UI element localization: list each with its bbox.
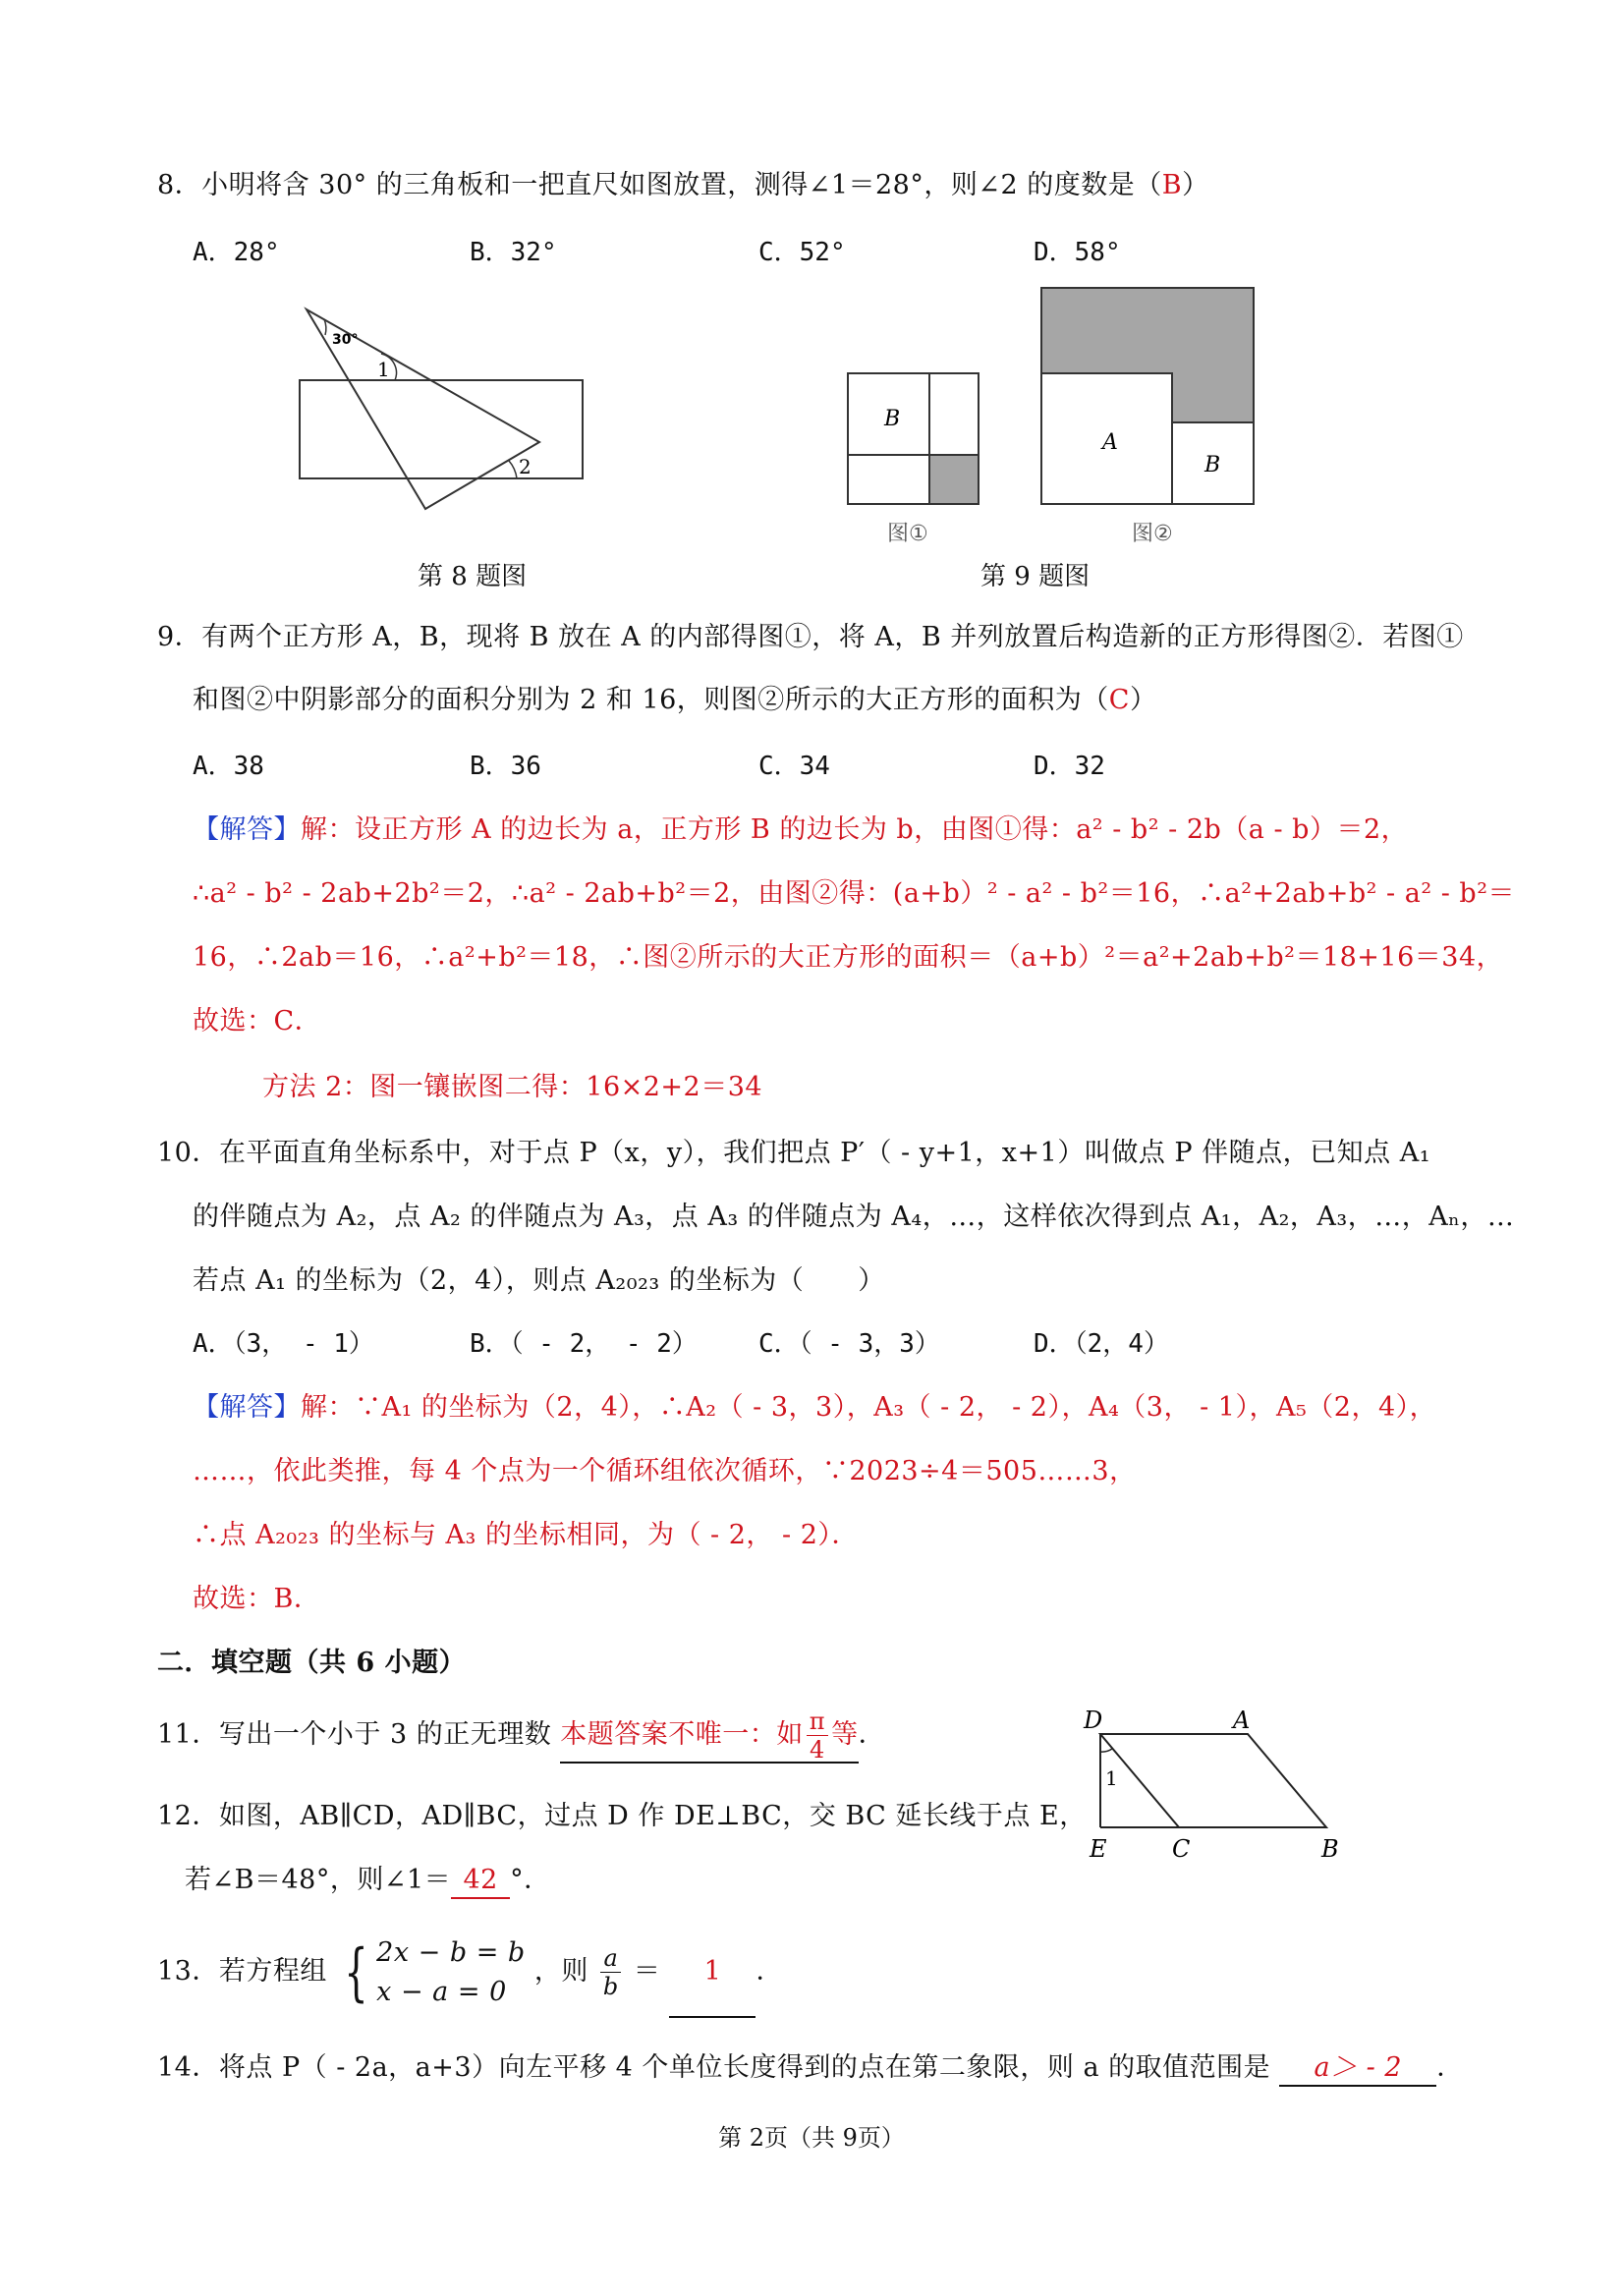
question-13-prefix: 13．若方程组 <box>157 1956 327 1987</box>
q10-solution-line1 <box>193 1391 1436 1425</box>
q9-solution-text1: 解：设正方形 A 的边长为 a，正方形 B 的边长为 b，由图①得：a² - b² - 2b（a - b）＝2， <box>301 814 1409 845</box>
q9-solution-line2: ∴a² - b² - 2ab+2b²＝2，∴a² - 2ab+b²＝2，由图②得：(a+b）² - a² - b²＝16，∴a²+2ab+b² - a² - b²＝ <box>193 878 1516 909</box>
equation-1: 2x − b = b <box>376 1936 526 1968</box>
section-2-title: 二．填空题（共 6 小题） <box>157 1648 467 1678</box>
fig9-2-caption: 图② <box>1132 522 1173 546</box>
question-12-line2-text: 若∠B＝48°，则∠1＝ <box>185 1865 452 1895</box>
question-10-line2: 的伴随点为 A₂，点 A₂ 的伴随点为 A₃，点 A₃ 的伴随点为 A₄，…，这样依次得到点 A₁，A₂，A₃，…，Aₙ，… <box>193 1202 1515 1232</box>
equation-system: { 2x − b = b x − a = 0 <box>336 1933 526 2012</box>
figure-8 <box>295 300 589 521</box>
fig12-label-d: D <box>1084 1707 1103 1734</box>
question-13-mid: ，则 <box>533 1956 588 1987</box>
question-12-end: °． <box>510 1865 551 1895</box>
fig9-1-label-b: B <box>884 407 901 431</box>
angle-1-label: 1 <box>377 358 390 381</box>
q10-option-b: B．（ - 2， - 2） <box>470 1329 698 1359</box>
fig12-label-b: B <box>1321 1835 1339 1863</box>
question-9-line2 <box>193 684 1156 717</box>
q10-solution-line4: 故选：B． <box>193 1584 321 1614</box>
q9-method2: 方法 2：图一镶嵌图二得：16×2+2＝34 <box>262 1072 763 1102</box>
question-14-text: 14．将点 P（ - 2a，a+3）向左平移 4 个单位长度得到的点在第二象限，则 a 的取值范围是 <box>157 2052 1271 2083</box>
q10-option-d: D．（2，4） <box>1034 1329 1169 1359</box>
q8-option-a: A．28° <box>193 238 280 267</box>
q9-option-d: D．32 <box>1034 752 1105 781</box>
q9-option-a: A．38 <box>193 752 264 781</box>
question-8-answer: B <box>1161 170 1183 200</box>
question-13 <box>157 1928 783 2016</box>
question-11-answer-b: 等 <box>831 1719 859 1750</box>
question-13-end: ． <box>756 1956 783 1987</box>
question-12-line1: 12．如图，AB∥CD，AD∥BC，过点 D 作 DE⊥BC，交 BC 延长线于点 E， <box>157 1801 1087 1831</box>
fig12-label-c: C <box>1172 1835 1191 1863</box>
q10-solution-line3: ∴点 A₂₀₂₃ 的坐标与 A₃ 的坐标相同，为（ - 2， - 2）． <box>193 1520 859 1550</box>
q10-option-c: C．（ - 3，3） <box>758 1329 940 1359</box>
question-11-answer-blank <box>560 1709 858 1764</box>
question-12-answer: 42 <box>463 1865 498 1895</box>
equation-2: x − a = 0 <box>376 1976 507 2007</box>
question-14 <box>157 2051 1464 2087</box>
fig9-2-label-a: A <box>1102 430 1118 455</box>
q8-option-b: B．32° <box>470 238 557 267</box>
q11-frac-num: π <box>807 1709 828 1736</box>
q9-solution-line4: 故选：C． <box>193 1006 322 1036</box>
q10-solution-text1: 解：∵A₁ 的坐标为（2，4），∴A₂（ - 3，3），A₃（ - 2， - 2），A₄（3， - 1），A₅（2，4）， <box>301 1392 1437 1423</box>
ruler <box>300 380 583 478</box>
question-9-line1: 9．有两个正方形 A，B，现将 B 放在 A 的内部得图①，将 A，B 并列放置后构造新的正方形得图②．若图① <box>157 622 1464 652</box>
question-12-answer-blank <box>451 1864 510 1899</box>
question-10-line1: 10．在平面直角坐标系中，对于点 P（x，y），我们把点 P′（ - y+1，x+1）叫做点 P 伴随点，已知点 A₁ <box>157 1138 1431 1168</box>
fig9-1-caption: 图① <box>887 522 928 546</box>
q10-solution-line2: ……，依此类推，每 4 个点为一个循环组依次循环，∵2023÷4＝505……3， <box>193 1456 1137 1486</box>
fig12-label-e: E <box>1090 1835 1107 1863</box>
figure-8-caption: 第 8 题图 <box>418 562 528 591</box>
parallelogram-abcd <box>1100 1734 1326 1827</box>
question-8 <box>157 169 1209 202</box>
question-8-text: 8．小明将含 30° 的三角板和一把直尺如图放置，测得∠1＝28°，则∠2 的度数是（ <box>157 170 1162 200</box>
q9-option-b: B．36 <box>470 752 541 781</box>
q9-solution-line1 <box>193 813 1408 847</box>
q13-frac-num: a <box>600 1946 621 1973</box>
angle-2-label: 2 <box>519 455 532 478</box>
question-13-eqsign: ＝ <box>633 1956 661 1987</box>
q13-frac-den: b <box>602 1973 619 2000</box>
q9-option-c: C．34 <box>758 752 830 781</box>
figure-12 <box>1076 1705 1351 1872</box>
q11-frac-den: 4 <box>810 1736 825 1764</box>
question-9-answer: C <box>1108 685 1130 715</box>
question-14-answer-blank <box>1279 2051 1436 2087</box>
question-11-end: ． <box>858 1719 886 1750</box>
fig12-angle-1: 1 <box>1105 1766 1118 1790</box>
q8-option-d: D．58° <box>1034 238 1121 267</box>
figure-9-1 <box>848 373 979 504</box>
figure-9-caption: 第 9 题图 <box>980 562 1091 591</box>
question-13-answer-blank <box>669 1928 756 2018</box>
page-footer: 第 2页（共 9页） <box>718 2124 905 2152</box>
fig12-label-a: A <box>1233 1707 1251 1734</box>
q8-option-c: C．52° <box>758 238 846 267</box>
fig9-2-label-b: B <box>1204 453 1221 477</box>
figure-9-2 <box>1041 288 1254 504</box>
question-10-line3: 若点 A₁ 的坐标为（2，4），则点 A₂₀₂₃ 的坐标为（ ） <box>193 1265 885 1296</box>
q10-solution-tag: 【解答】 <box>193 1392 301 1423</box>
q10-option-a: A．（3， - 1） <box>193 1329 374 1359</box>
question-14-answer: a＞ - 2 <box>1314 2052 1403 2083</box>
question-9-close: ） <box>1129 685 1157 715</box>
question-8-close: ） <box>1182 170 1209 200</box>
question-12-line2 <box>185 1864 551 1899</box>
q9-solution-line3: 16，∴2ab＝16，∴a²+b²＝18，∴图②所示的大正方形的面积＝（a+b）²＝a²+2ab+b²＝18+16＝34， <box>193 942 1504 973</box>
question-14-end: ． <box>1436 2052 1464 2083</box>
question-11-text: 11．写出一个小于 3 的正无理数 <box>157 1719 552 1750</box>
angle-30-label: 30° <box>332 332 359 348</box>
question-11-answer-a: 本题答案不唯一：如 <box>560 1719 804 1750</box>
figure-9 <box>845 285 1267 560</box>
question-9-line2-text: 和图②中阴影部分的面积分别为 2 和 16，则图②所示的大正方形的面积为（ <box>193 685 1109 715</box>
question-11 <box>157 1709 885 1764</box>
q9-solution-tag: 【解答】 <box>193 814 301 845</box>
question-13-answer: 1 <box>703 1956 722 1987</box>
